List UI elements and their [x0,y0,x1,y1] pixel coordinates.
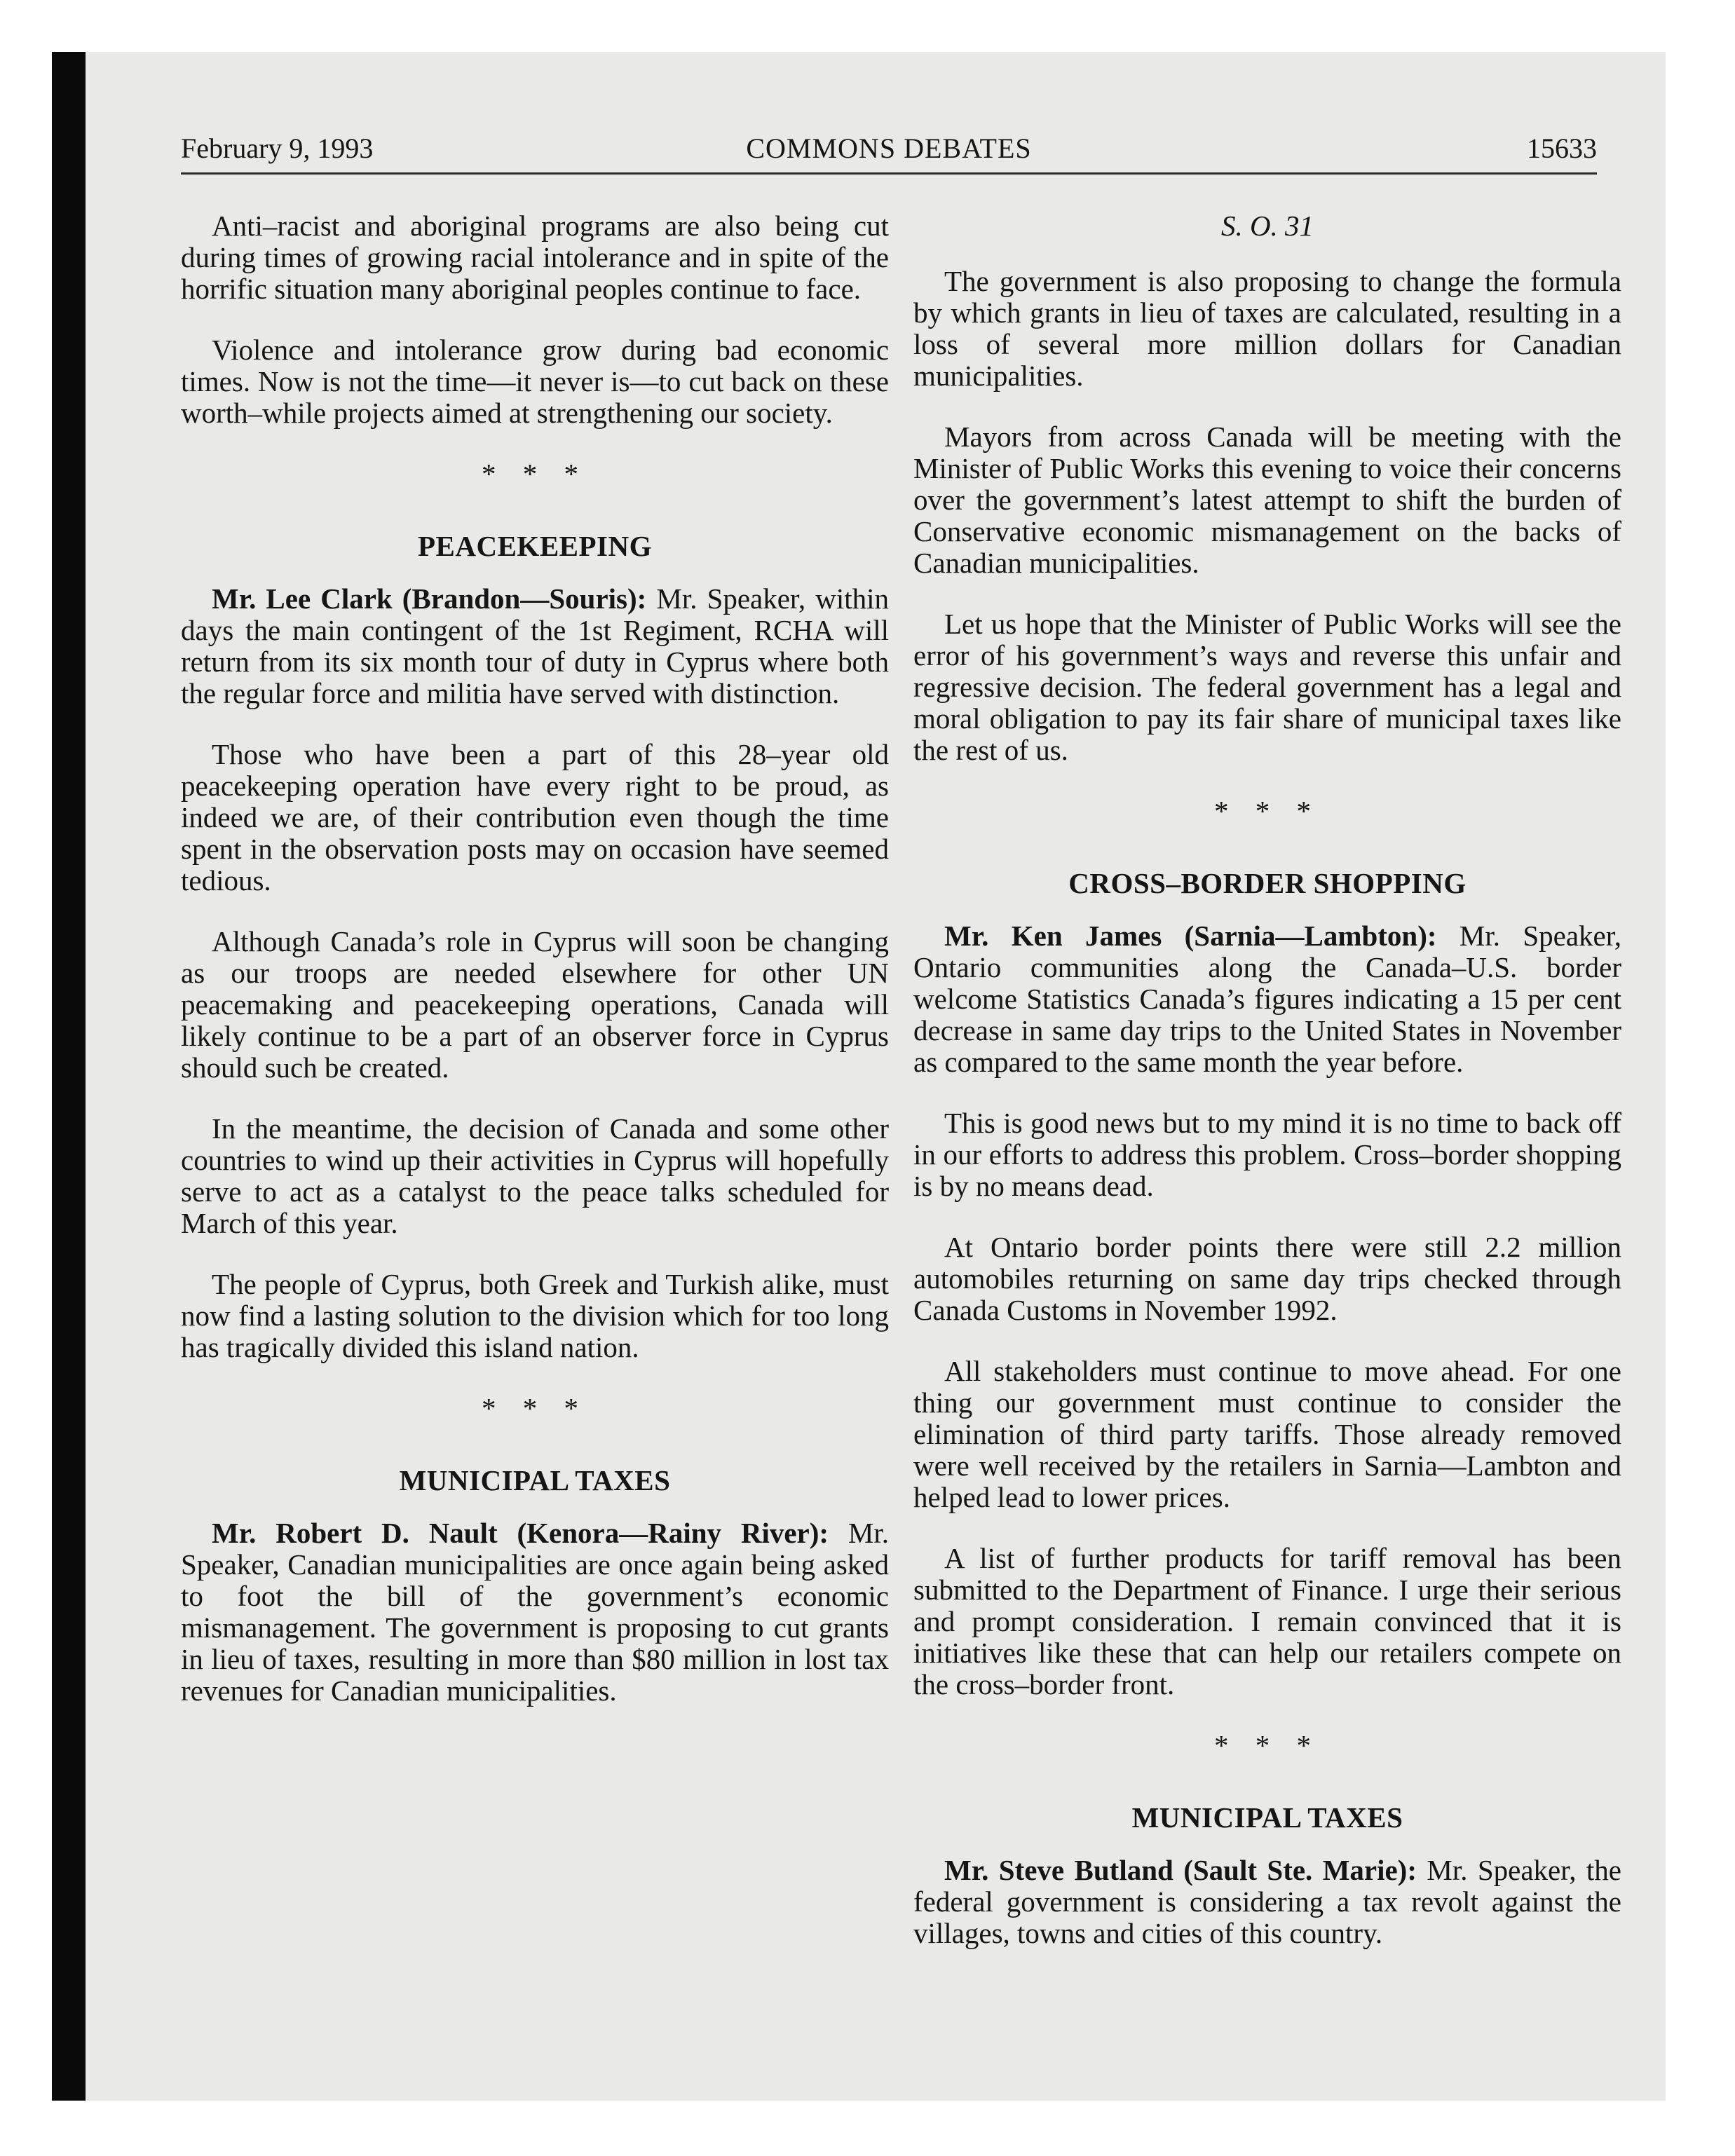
speech-paragraph [181,1517,889,1707]
speaker-name: Mr. Lee Clark (Brandon—Souris): [212,582,647,615]
paragraph: The government is also proposing to change the formula by which grants in lieu of taxes are calculated, resulting in a loss of several more million dollars for Canadian municipalities. [913,265,1621,392]
speech-text: Mr. Speaker, Canadian municipalities are once again being asked to foot the bill of the government’s economic mismanagement. The government is proposing to cut grants in lieu of taxes, resulting in more than $80 million in lost tax revenues for Canadian municipalities. [181,1517,889,1707]
right-column [913,210,1621,1979]
paragraph: This is good news but to my mind it is no time to back off in our efforts to address this problem. Cross–border shopping is by no means dead. [913,1107,1621,1202]
section-separator: * * * [1214,795,1321,827]
speech-paragraph [913,920,1621,1078]
section-heading-municipal-taxes: MUNICIPAL TAXES [1131,1801,1403,1834]
speaker-name: Mr. Robert D. Nault (Kenora—Rainy River): [212,1517,829,1549]
paragraph: Mayors from across Canada will be meeting with the Minister of Public Works this evening to voice their concerns over the government’s latest attempt to shift the burden of Conservative economic mismanagement on the backs of Canadian municipalities. [913,421,1621,579]
speech-paragraph [181,583,889,709]
section-separator: * * * [482,1392,588,1424]
header-title: COMMONS DEBATES [746,132,1032,164]
speaker-name: Mr. Steve Butland (Sault Ste. Marie): [944,1854,1417,1886]
speaker-name: Mr. Ken James (Sarnia—Lambton): [944,920,1437,952]
paragraph: At Ontario border points there were still 2.2 million automobiles returning on same day trips checked through Canada Customs in November 1992. [913,1231,1621,1326]
page-header [181,126,1597,175]
paragraph: A list of further products for tariff removal has been submitted to the Department of Finance. I urge their serious and prompt consideration. I remain convinced that it is initiatives like these that can help our retailers compete on the cross–border front. [913,1542,1621,1700]
paragraph: The people of Cyprus, both Greek and Turkish alike, must now find a lasting solution to the division which for too long has tragically divided this island nation. [181,1268,889,1363]
section-heading-municipal-taxes: MUNICIPAL TAXES [399,1464,671,1496]
section-heading-cross-border-shopping: CROSS–BORDER SHOPPING [1068,867,1467,899]
speech-paragraph [913,1855,1621,1949]
binding-edge [52,52,86,2101]
paragraph: Violence and intolerance grow during bad economic times. Now is not the time—it never is—to cut back on these worth–while projects aimed at strengthening our society. [181,334,889,429]
paragraph: All stakeholders must continue to move ahead. For one thing our government must continue to consider the elimination of third party tariffs. Those already removed were well received by the retailers in Sarnia—Lambton and helped lead to lower prices. [913,1355,1621,1513]
header-page-number: 15633 [1527,132,1597,164]
speech-text: Mr. Speaker, the federal government is considering a tax revolt against the villages, towns and cities of this country. [913,1854,1621,1949]
paragraph: Although Canada’s role in Cyprus will soon be changing as our troops are needed elsewhere for other UN peacemaking and peacekeeping operations, Canada will likely continue to be a part of an observer force in Cyprus should such be created. [181,925,889,1084]
section-separator: * * * [482,458,588,490]
speech-text: Mr. Speaker, Ontario communities along the Canada–U.S. border welcome Statistics Canada’s figures indicating a 15 per cent decrease in same day trips to the United States in November as compared to the same month the year before. [913,920,1621,1078]
paragraph: In the meantime, the decision of Canada and some other countries to wind up their activities in Cyprus will hopefully serve to act as a catalyst to the peace talks scheduled for March of this year. [181,1112,889,1239]
left-column [181,210,889,1736]
section-label: S. O. 31 [1220,210,1314,242]
section-heading-peacekeeping: PEACEKEEPING [417,530,653,562]
paragraph: Let us hope that the Minister of Public Works will see the error of his government’s ways and reverse this unfair and regressive decision. The federal government has a legal and moral obligation to pay its fair share of municipal taxes like the rest of us. [913,608,1621,766]
paragraph: Those who have been a part of this 28–year old peacekeeping operation have every right to be proud, as indeed we are, of their contribution even though the time spent in the observation posts may on occasion have seemed tedious. [181,738,889,896]
paragraph: Anti–racist and aboriginal programs are also being cut during times of growing racial intolerance and in spite of the horrific situation many aboriginal peoples continue to face. [181,210,889,305]
speech-text: Mr. Speaker, within days the main contingent of the 1st Regiment, RCHA will return from its six month tour of duty in Cyprus where both the regular force and militia have served with distinction. [181,582,889,709]
header-date: February 9, 1993 [181,132,374,164]
section-separator: * * * [1214,1729,1321,1761]
